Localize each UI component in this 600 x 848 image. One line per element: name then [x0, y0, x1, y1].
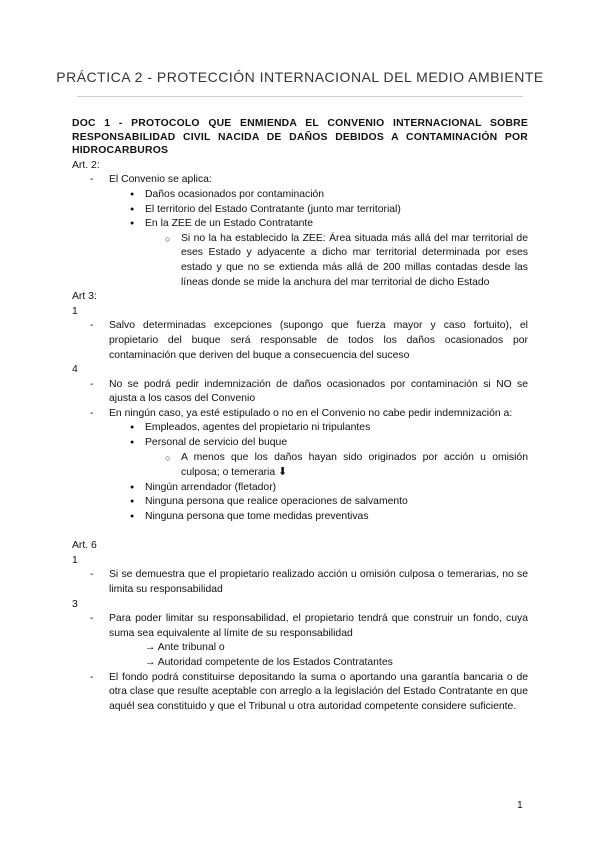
- header-divider: [77, 96, 523, 97]
- art6-dash-item: - Para poder limitar su responsabilidad, el propietario tendrá que construir un fondo, cuya suma sea equivalente al límite de su responsabilidad: [72, 612, 528, 641]
- art3-bullet-item: ● Empleados, agentes del propietario ni tripulantes: [72, 421, 528, 436]
- art3-bullet-item: ● Ningún arrendador (fletador): [72, 481, 528, 496]
- page-header-title: PRÁCTICA 2 - PROTECCIÓN INTERNACIONAL DEL MEDIO AMBIENTE: [56, 69, 544, 85]
- spacer: [72, 525, 528, 540]
- page-number: 1: [517, 800, 523, 811]
- art2-bullet-item: ● El territorio del Estado Contratante (junto mar territorial): [72, 203, 528, 218]
- art6-dash-item: - Si se demuestra que el propietario realizado acción u omisión culposa o temerarias, no se limita su responsabilidad: [72, 568, 528, 597]
- art2-heading: Art. 2:: [72, 159, 100, 171]
- art3-sub-item-text: A menos que los daños hayan sido originados por acción u omisión culposa; o temeraria: [181, 451, 528, 479]
- art3-heading: Art 3:: [72, 291, 97, 303]
- art6-arrow-item: → Ante tribunal o: [145, 642, 225, 654]
- art2-bullet-item: ● Daños ocasionados por contaminación: [72, 188, 528, 203]
- down-arrow-icon: ⬇: [278, 466, 288, 479]
- document-body: [72, 117, 528, 714]
- art2-dash-item: - El Convenio se aplica:: [72, 173, 528, 188]
- art3-bullet-item: ● Personal de servicio del buque: [72, 436, 528, 451]
- art6-dash-item: - El fondo podrá constituirse depositando la suma o aportando una garantía bancaria o de otra clase que resulte aceptable con arreglo a la legislación del Estado Contratante en que aquél sea constituido y que el Tribunal u otra autoridad competente considere suficiente.: [72, 671, 528, 715]
- art3-bullet-item: ● Ninguna persona que realice operaciones de salvamento: [72, 495, 528, 510]
- art6-arrow-item: → Autoridad competente de los Estados Contratantes: [145, 656, 393, 668]
- art2-bullet-item: ● En la ZEE de un Estado Contratante: [72, 217, 528, 232]
- art6-heading: Art. 6: [72, 540, 97, 552]
- art3-dash-item: - No se podrá pedir indemnización de daños ocasionados por contaminación si NO se ajusta a los casos del Convenio: [72, 378, 528, 407]
- art6-paragraph-number: 1: [72, 554, 78, 566]
- art6-paragraph-number: 3: [72, 598, 78, 610]
- doc-title: DOC 1 - PROTOCOLO QUE ENMIENDA EL CONVENIO INTERNACIONAL SOBRE RESPONSABILIDAD CIVIL NACIDA DE DAÑOS DEBIDOS A CONTAMINACIÓN POR HIDROCARBUROS: [72, 118, 528, 157]
- art3-dash-item: - En ningún caso, ya esté estipulado o no en el Convenio no cabe pedir indemnización a:: [72, 407, 528, 422]
- art3-dash-item: - Salvo determinadas excepciones (supongo que fuerza mayor y caso fortuito), el propietario del buque será responsable de todos los daños ocasionados por contaminación que deriven del buque a consecuencia del suceso: [72, 319, 528, 363]
- art3-paragraph-number: 4: [72, 364, 78, 376]
- art3-paragraph-number: 1: [72, 305, 78, 317]
- art3-sub-item: [72, 451, 528, 481]
- art2-sub-item: ○ Si no la ha establecido la ZEE: Área situada más allá del mar territorial de eses Estado y adyacente a dicho mar territorial determinada por eses estado y que no se extienda más allá de 200 millas contadas desde las líneas donde se mide la anchura del mar territorial de dicho Estado: [72, 232, 528, 290]
- art3-bullet-item: ● Ninguna persona que tome medidas preventivas: [72, 510, 528, 525]
